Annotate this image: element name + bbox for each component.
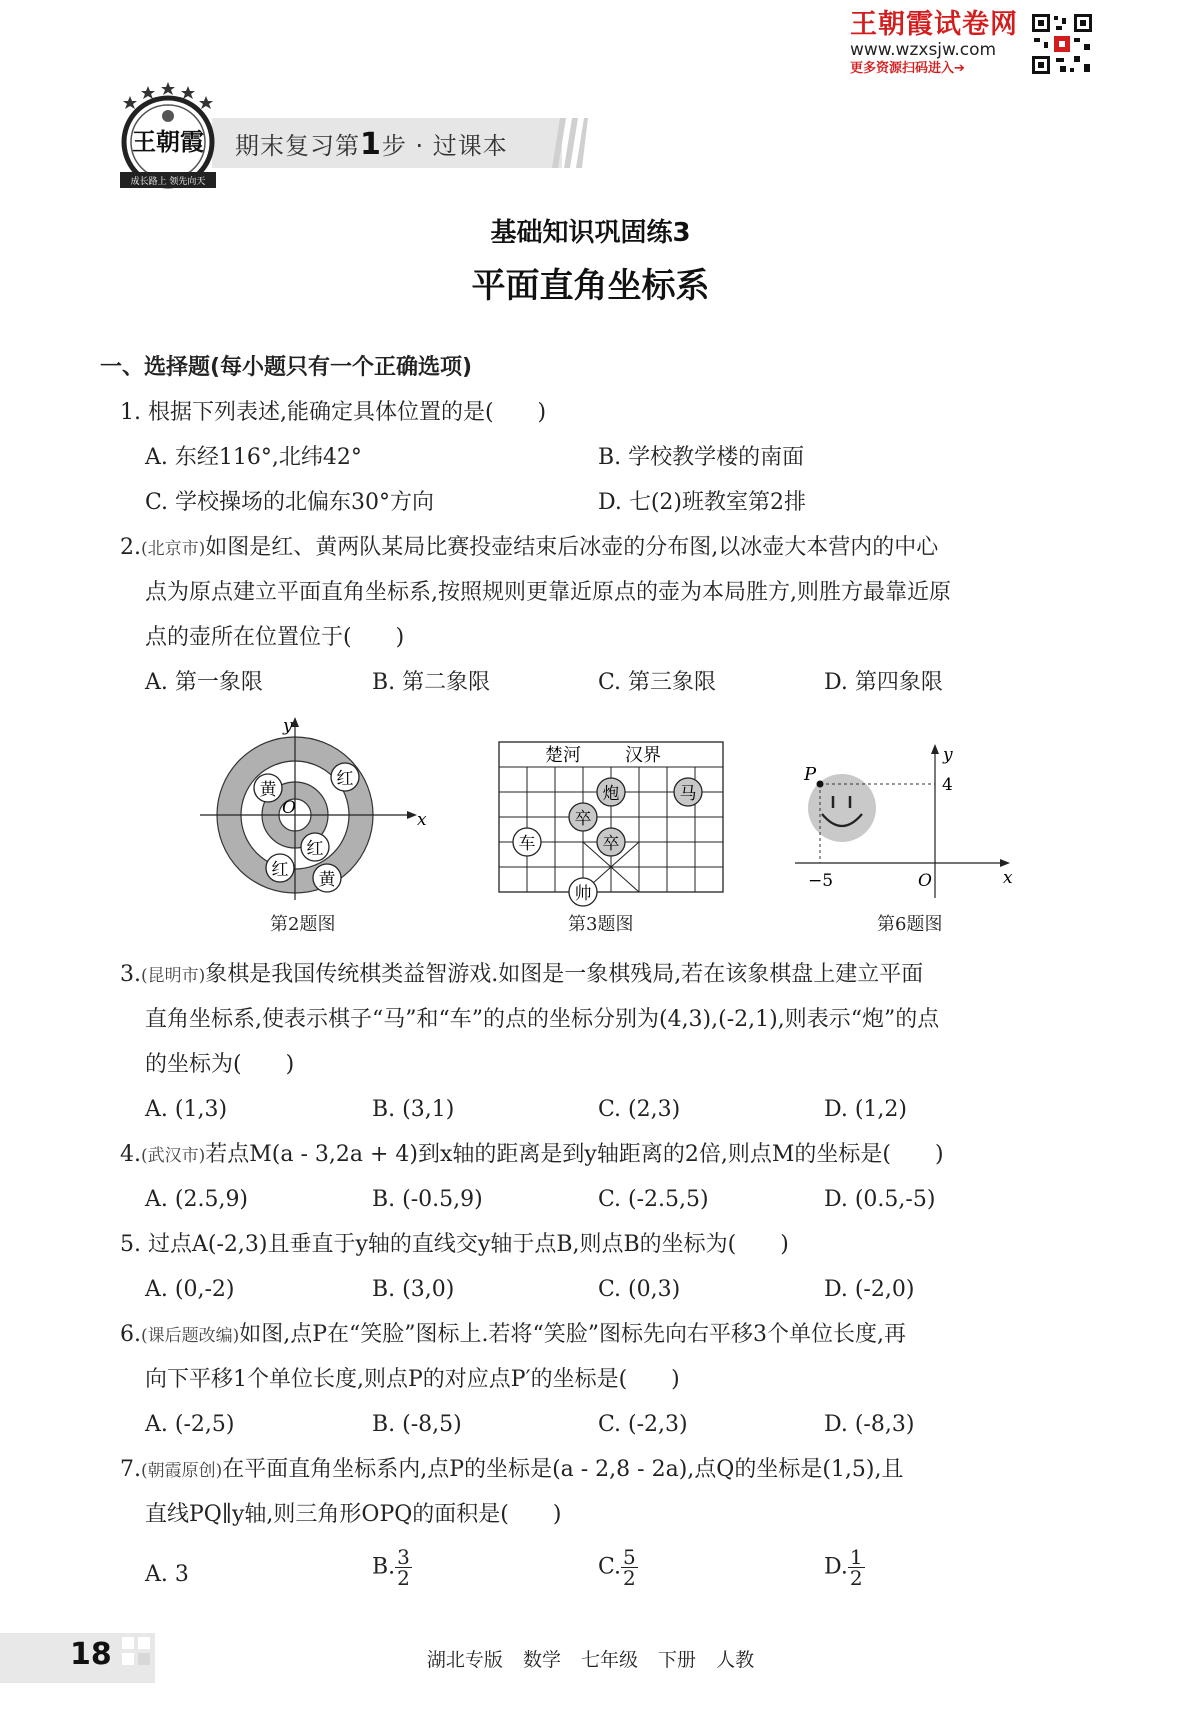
- piece-label: 车: [518, 834, 536, 854]
- q3-source: (昆明市): [141, 966, 206, 986]
- q5-option-b[interactable]: B. (3,0): [372, 1277, 455, 1302]
- q2-line-2: 点为原点建立平面直角坐标系,按照规则更靠近原点的壶为本局胜方,则胜方最靠近原: [145, 580, 951, 605]
- chess-piece: [513, 828, 541, 856]
- fraction: [621, 1547, 638, 1588]
- figure-3-xiangqi: [495, 738, 727, 908]
- chess-piece: [597, 778, 625, 806]
- q4-option-b[interactable]: B. (-0.5,9): [372, 1187, 483, 1212]
- fraction-denominator: 2: [623, 1566, 636, 1590]
- q4-option-c[interactable]: C. (-2.5,5): [598, 1187, 709, 1212]
- curling-stone: [313, 864, 341, 892]
- q7-option-d[interactable]: [824, 1547, 865, 1588]
- q6-line-2: 向下平移1个单位长度,则点P的对应点P′的坐标是( ): [145, 1367, 680, 1392]
- stone-label: 红: [306, 839, 324, 859]
- q3-option-c[interactable]: C. (2,3): [598, 1097, 681, 1122]
- stone-label: 红: [271, 860, 289, 880]
- fraction-denominator: 2: [397, 1566, 410, 1590]
- fraction-denominator: 2: [849, 1566, 863, 1590]
- q7-source: (朝霞原创): [141, 1461, 223, 1481]
- y-axis-label: y: [943, 745, 953, 765]
- q4-option-a[interactable]: A. (2.5,9): [145, 1187, 249, 1212]
- section-heading: 一、选择题(每小题只有一个正确选项): [100, 355, 473, 380]
- q3-line-3: 的坐标为( ): [145, 1052, 295, 1077]
- q3-line-2: 直角坐标系,使表示棋子“马”和“车”的点的坐标分别为(4,3),(-2,1),则表示“炮”的点: [145, 1007, 940, 1032]
- stone-label: 黄: [259, 780, 277, 800]
- banner-step-number: 1: [360, 127, 382, 162]
- q2-option-c[interactable]: C. 第三象限: [598, 670, 717, 695]
- x-tick-label: −5: [808, 871, 834, 891]
- q4-line-1: [120, 1140, 944, 1171]
- q1-option-c[interactable]: C. 学校操场的北偏东30°方向: [145, 490, 435, 515]
- chess-piece: [674, 778, 702, 806]
- q7-text-1: 在平面直角坐标系内,点P的坐标是(a - 2,8 - 2a),点Q的坐标是(1,5),且: [222, 1457, 904, 1482]
- q1-option-d[interactable]: D. 七(2)班教室第2排: [598, 490, 807, 515]
- fraction-numerator: 3: [397, 1545, 410, 1569]
- brand-url[interactable]: www.wzxsjw.com: [850, 40, 997, 60]
- q4-number: 4.: [120, 1142, 141, 1167]
- q7-number: 7.: [120, 1457, 141, 1482]
- q7-line-1: [120, 1455, 903, 1486]
- brand-name: 王朝霞试卷网: [850, 9, 1018, 40]
- q4-text-1: 若点M(a - 3,2a + 4)到x轴的距离是到y轴距离的2倍,则点M的坐标是( ): [205, 1142, 944, 1167]
- q6-source: (课后题改编): [141, 1326, 240, 1346]
- q3-text-1: 象棋是我国传统棋类益智游戏.如图是一象棋残局,若在该象棋盘上建立平面: [205, 962, 924, 987]
- y-axis-arrow-icon: [931, 744, 939, 754]
- q6-option-b[interactable]: B. (-8,5): [372, 1412, 462, 1437]
- q4-source: (武汉市): [141, 1146, 206, 1166]
- x-axis-arrow-icon: [1000, 859, 1010, 867]
- q6-option-d[interactable]: D. (-8,3): [824, 1412, 915, 1437]
- q5-option-d[interactable]: D. (-2,0): [824, 1277, 915, 1302]
- fraction: [848, 1547, 865, 1588]
- q3-line-1: [120, 960, 923, 991]
- chess-piece: [597, 828, 625, 856]
- curling-stone: [331, 763, 359, 791]
- q4-option-d[interactable]: D. (0.5,-5): [824, 1187, 936, 1212]
- q2-option-d[interactable]: D. 第四象限: [824, 670, 943, 695]
- stone-label: 红: [336, 769, 354, 789]
- page-subtitle: 基础知识巩固练3: [490, 218, 691, 248]
- banner-stripes: [548, 118, 588, 168]
- q2-number: 2.: [120, 535, 141, 560]
- q7-option-d-letter: D.: [824, 1554, 848, 1580]
- origin-label: O: [282, 798, 296, 818]
- q3-number: 3.: [120, 962, 141, 987]
- q6-line-1: [120, 1320, 906, 1351]
- stone-label: 黄: [318, 870, 336, 890]
- point-p: [817, 781, 824, 788]
- q3-option-a[interactable]: A. (1,3): [145, 1097, 228, 1122]
- figure-6-caption: 第6题图: [877, 914, 943, 935]
- piece-label: 炮: [602, 784, 620, 804]
- q6-option-c[interactable]: C. (-2,3): [598, 1412, 688, 1437]
- banner-post: 步 · 过课本: [381, 132, 508, 160]
- figure-6-smiley: [790, 738, 1020, 903]
- origin-label: O: [918, 871, 932, 891]
- footer-text: 湖北专版 数学 七年级 下册 人教: [426, 1649, 755, 1671]
- q5-option-a[interactable]: A. (0,-2): [145, 1277, 235, 1302]
- page-title: 平面直角坐标系: [471, 266, 710, 306]
- q2-option-b[interactable]: B. 第二象限: [372, 670, 491, 695]
- q6-number: 6.: [120, 1322, 141, 1347]
- x-axis-arrow-icon: [407, 811, 417, 819]
- figure-2-caption: 第2题图: [270, 914, 336, 935]
- q7-option-c-letter: C.: [598, 1554, 622, 1580]
- x-axis-label: x: [417, 810, 427, 830]
- piece-label: 卒: [602, 834, 620, 854]
- x-axis-label: x: [1003, 868, 1013, 888]
- page-number: 18: [70, 1637, 112, 1672]
- river-text-left: 楚河: [545, 745, 581, 766]
- q2-source: (北京市): [141, 539, 206, 559]
- piece-label: 帅: [574, 884, 592, 904]
- brand-logo: [108, 80, 228, 200]
- q7-option-b[interactable]: [372, 1547, 412, 1588]
- figure-3-caption: 第3题图: [568, 914, 634, 935]
- q1-option-b[interactable]: B. 学校教学楼的南面: [598, 445, 805, 470]
- brand-more: 更多资源扫码进入➔: [850, 61, 965, 76]
- q1-option-a[interactable]: A. 东经116°,北纬42°: [145, 445, 362, 470]
- qr-code-icon[interactable]: [1030, 12, 1094, 76]
- q7-option-c[interactable]: [598, 1547, 638, 1588]
- q3-option-b[interactable]: B. (3,1): [372, 1097, 455, 1122]
- point-p-label: P: [804, 764, 817, 785]
- q1-stem: 1. 根据下列表述,能确定具体位置的是( ): [120, 400, 547, 425]
- fraction-numerator: 5: [623, 1545, 636, 1569]
- curling-stone: [254, 774, 282, 802]
- banner-title: [235, 126, 508, 162]
- q7-option-a[interactable]: A. 3: [145, 1562, 189, 1587]
- q7-line-2: 直线PQ∥y轴,则三角形OPQ的面积是( ): [145, 1502, 562, 1527]
- piece-label: 马: [679, 784, 697, 804]
- figure-2-curling: [195, 715, 435, 900]
- q2-line-1: [120, 533, 938, 564]
- q7-option-b-letter: B.: [372, 1554, 396, 1580]
- q2-line-3: 点的壶所在位置位于( ): [145, 625, 405, 650]
- banner-pre: 期末复习第: [235, 132, 360, 160]
- river-text-right: 汉界: [625, 745, 661, 766]
- y-axis-label: y: [283, 716, 293, 736]
- q2-option-a[interactable]: A. 第一象限: [145, 670, 263, 695]
- q3-option-d[interactable]: D. (1,2): [824, 1097, 907, 1122]
- logo-slogan: 成长路上 领先向天: [130, 177, 206, 187]
- chess-piece: [569, 878, 597, 906]
- q5-stem: 5. 过点A(-2,3)且垂直于y轴的直线交y轴于点B,则点B的坐标为( ): [120, 1232, 789, 1257]
- fraction-numerator: 1: [849, 1545, 863, 1569]
- y-tick-label: 4: [942, 775, 953, 795]
- q2-text-1: 如图是红、黄两队某局比赛投壶结束后冰壶的分布图,以冰壶大本营内的中心: [205, 535, 939, 560]
- chess-piece: [569, 803, 597, 831]
- q6-text-1: 如图,点P在“笑脸”图标上.若将“笑脸”图标先向右平移3个单位长度,再: [239, 1322, 907, 1347]
- q5-option-c[interactable]: C. (0,3): [598, 1277, 681, 1302]
- piece-label: 卒: [574, 809, 592, 829]
- q6-option-a[interactable]: A. (-2,5): [145, 1412, 235, 1437]
- logo-text: 王朝霞: [132, 127, 204, 156]
- fraction: [395, 1547, 412, 1588]
- curling-stone: [301, 833, 329, 861]
- brand-block: [850, 10, 1020, 78]
- curling-stone: [266, 854, 294, 882]
